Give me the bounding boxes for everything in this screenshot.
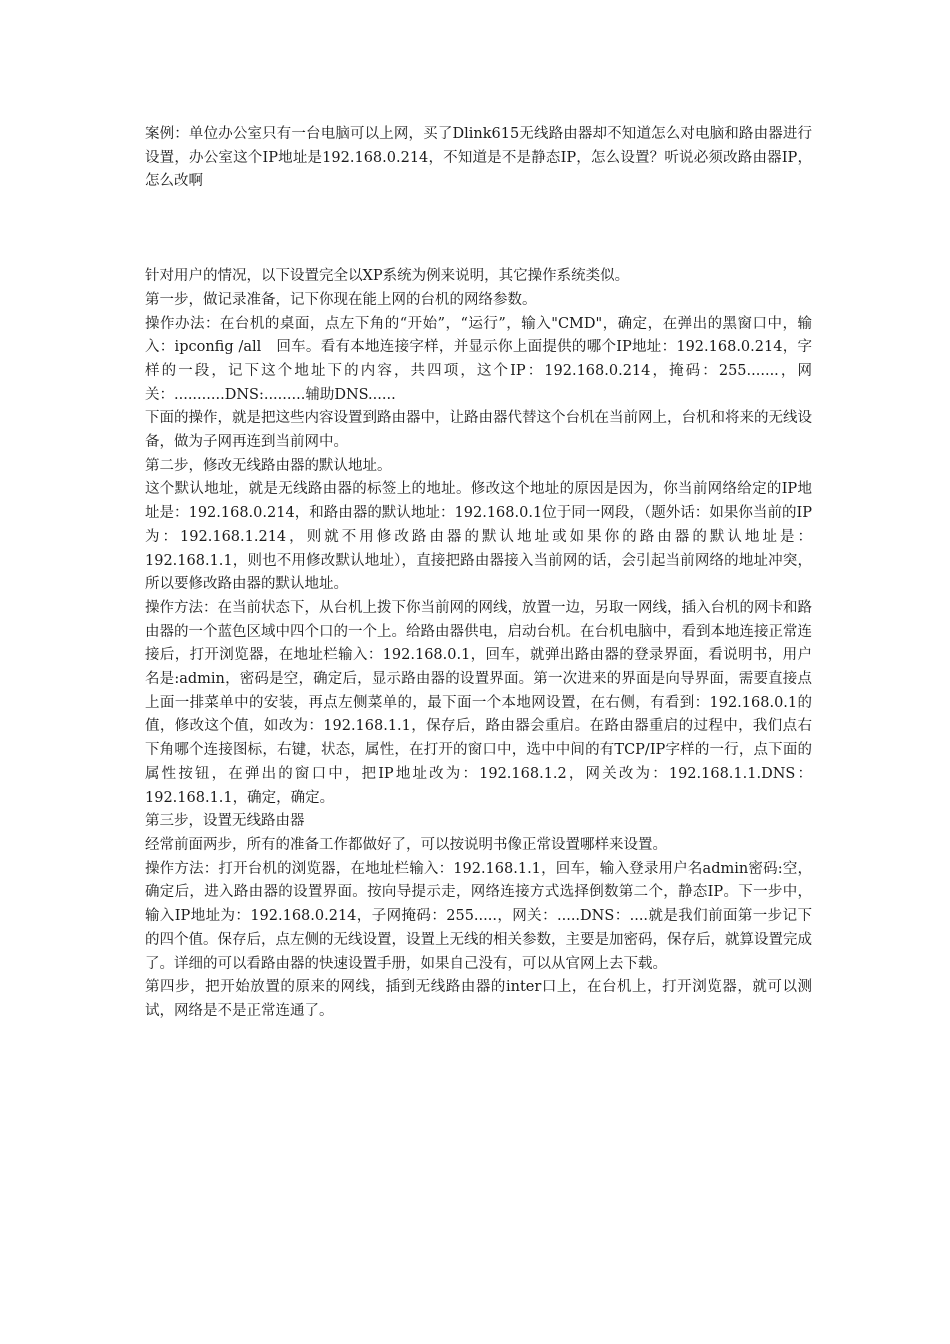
paragraph-step1-method: 操作办法：在台机的桌面，点左下角的“开始”，“运行”，输入"CMD"，确定，在弹出的黑窗口中，输入：ipconfig /all 回车。看有本地连接字样，并显示你上面提供的哪个IP地址：192.168.0.214，字样的一段，记下这个地址下的内容，共四项，这个IP：192.168.0.214，掩码：255.......，网关：...........DNS:.........辅助DNS...... (145, 315, 812, 403)
paragraph-step1-note: 下面的操作，就是把这些内容设置到路由器中，让路由器代替这个台机在当前网上，台机和将来的无线设备，做为子网再连到当前网中。 (145, 410, 812, 451)
case-paragraph: 案例：单位办公室只有一台电脑可以上网，买了Dlink615无线路由器却不知道怎么对电脑和路由器进行设置，办公室这个IP地址是192.168.0.214，不知道是不是静态IP，怎么设置？听说必须改路由器IP，怎么改啊 (145, 126, 812, 190)
document-body (145, 123, 812, 1024)
paragraph-step3-intro: 经常前面两步，所有的准备工作都做好了，可以按说明书像正常设置哪样来设置。 (145, 836, 667, 853)
paragraph-step4: 第四步，把开始放置的原来的网线，插到无线路由器的inter口上，在台机上，打开浏览器，就可以测试，网络是不是正常连通了。 (145, 979, 812, 1019)
paragraph-step1-heading: 第一步，做记录准备，记下你现在能上网的台机的网络参数。 (145, 291, 537, 308)
paragraph-step3-method: 操作方法：打开台机的浏览器，在地址栏输入：192.168.1.1，回车，输入登录用户名admin密码:空，确定后，进入路由器的设置界面。按向导提示走，网络连接方式选择倒数第二个，静态IP。下一步中，输入IP地址为：192.168.0.214，子网掩码：255.....，网关：.....DNS：....就是我们前面第一步记下的四个值。保存后，点左侧的无线设置，设置上无线的相关参数，主要是加密码，保存后，就算设置完成了。详细的可以看路由器的快速设置手册，如果自己没有，可以从官网上去下载。 (145, 860, 812, 972)
paragraph-intro: 针对用户的情况，以下设置完全以XP系统为例来说明，其它操作系统类似。 (145, 268, 630, 285)
paragraph-step2-heading: 第二步，修改无线路由器的默认地址。 (145, 457, 392, 474)
paragraph-step3-heading: 第三步，设置无线路由器 (145, 813, 305, 830)
paragraph-step2-reason: 这个默认地址，就是无线路由器的标签上的地址。修改这个地址的原因是因为，你当前网络给定的IP地址是：192.168.0.214，和路由器的默认地址：192.168.0.1位于同一网段，（题外话：如果你当前的IP为：192.168.1.214，则就不用修改路由器的默认地址或如果你的路由器的默认地址是：192.168.1.1，则也不用修改默认地址），直接把路由器接入当前网的话，会引起当前网络的地址冲突，所以要修改路由器的默认地址。 (145, 481, 812, 593)
paragraph-step2-method: 操作方法：在当前状态下，从台机上拨下你当前网的网线，放置一边，另取一网线，插入台机的网卡和路由器的一个蓝色区域中四个口的一个上。给路由器供电，启动台机。在台机电脑中，看到本地连接正常连接后，打开浏览器，在地址栏输入：192.168.0.1，回车，就弹出路由器的登录界面，看说明书，用户名是:admin，密码是空，确定后，显示路由器的设置界面。第一次进来的界面是向导界面，需要直接点上面一排菜单中的安装，再点左侧菜单的，最下面一个本地网设置，在右侧，有看到：192.168.0.1的值，修改这个值，如改为：192.168.1.1，保存后，路由器会重启。在路由器重启的过程中，我们点右下角哪个连接图标，右键，状态，属性，在打开的窗口中，选中中间的有TCP/IP字样的一行，点下面的属性按钮，在弹出的窗口中，把IP地址改为：192.168.1.2，网关改为：192.168.1.1.DNS：192.168.1.1，确定，确定。 (145, 599, 812, 806)
